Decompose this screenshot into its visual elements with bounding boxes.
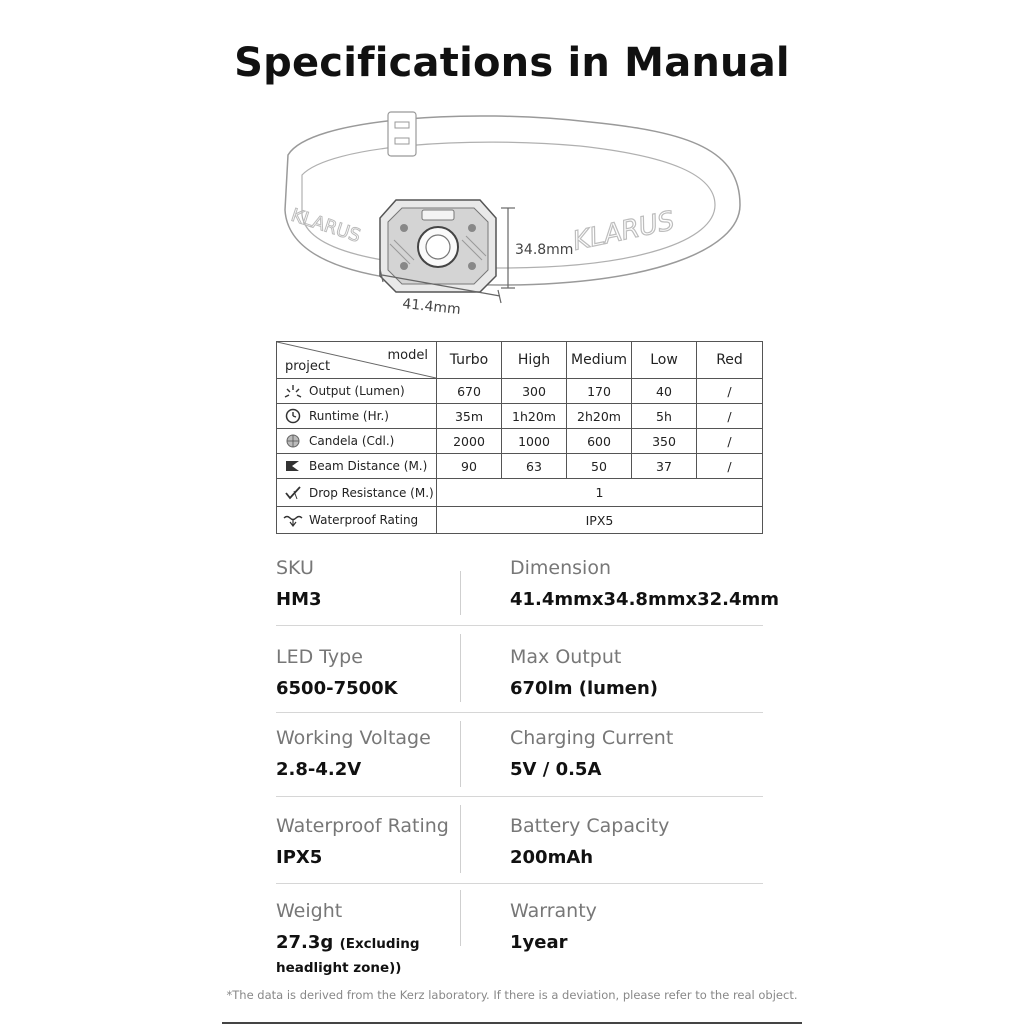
mode-header: High	[502, 342, 567, 379]
spec-label: Working Voltage	[276, 727, 431, 749]
spec-label: Charging Current	[510, 727, 674, 749]
table-cell: 40	[632, 379, 697, 404]
table-cell: 670	[437, 379, 502, 404]
spec-cell	[510, 725, 763, 783]
spec-row	[276, 797, 763, 884]
spec-cell	[510, 555, 779, 613]
spec-label: Dimension	[510, 557, 611, 579]
spec-value: 1year	[510, 932, 568, 953]
table-cell: 35m	[437, 404, 502, 429]
weight-value: 27.3g	[276, 932, 334, 953]
spec-grid	[276, 555, 779, 984]
table-cell: /	[697, 429, 763, 454]
table-row	[277, 479, 763, 507]
spec-label: Battery Capacity	[510, 815, 670, 837]
table-cell: /	[697, 454, 763, 479]
table-cell-merged: 1	[437, 479, 763, 507]
table-header-row	[277, 342, 763, 379]
spec-cell	[276, 813, 461, 871]
beam-icon	[283, 458, 303, 474]
height-label: 34.8mm	[515, 242, 574, 258]
table-cell: 2000	[437, 429, 502, 454]
row-label: Runtime (Hr.)	[309, 409, 389, 424]
weight-note: (Excluding	[339, 936, 420, 952]
spec-cell	[276, 644, 461, 702]
row-label: Beam Distance (M.)	[309, 459, 428, 474]
table-cell: 600	[567, 429, 632, 454]
table-cell: /	[697, 404, 763, 429]
row-label-cell	[277, 507, 437, 534]
spec-label: Warranty	[510, 900, 597, 922]
table-cell: 63	[502, 454, 567, 479]
table-row	[277, 507, 763, 534]
brand-logo: KLARUS	[570, 206, 678, 257]
table-cell: 1h20m	[502, 404, 567, 429]
spec-value: 5V / 0.5A	[510, 759, 602, 780]
row-label-cell	[277, 429, 437, 454]
drop-icon	[283, 485, 303, 501]
header-model: model	[387, 348, 428, 363]
row-label: Output (Lumen)	[309, 384, 405, 399]
table-row	[277, 429, 763, 454]
table-cell: 1000	[502, 429, 567, 454]
target-icon	[283, 433, 303, 449]
spec-table	[276, 341, 763, 534]
table-cell: 2h20m	[567, 404, 632, 429]
spec-label: Weight	[276, 900, 343, 922]
row-label: Candela (Cdl.)	[309, 434, 395, 449]
column-divider	[460, 634, 461, 702]
width-label: 41.4mm	[401, 296, 462, 319]
spec-value: 200mAh	[510, 847, 594, 868]
spec-value: HM3	[276, 589, 322, 610]
spec-row	[276, 884, 763, 984]
table-cell: 5h	[632, 404, 697, 429]
weight-note-continued: headlight zone))	[276, 960, 402, 976]
brand-logo-left: KLARUS	[288, 204, 364, 247]
spec-cell	[510, 813, 763, 871]
spec-row	[276, 626, 763, 713]
column-divider	[460, 805, 461, 873]
spec-value: 6500-7500K	[276, 678, 398, 699]
mode-header: Low	[632, 342, 697, 379]
spec-cell	[510, 898, 763, 956]
table-row	[277, 379, 763, 404]
table-row	[277, 404, 763, 429]
mode-header: Red	[697, 342, 763, 379]
spec-value: 41.4mmx34.8mmx32.4mm	[510, 589, 779, 610]
column-divider	[460, 890, 461, 946]
spec-row	[276, 713, 763, 797]
column-divider	[460, 721, 461, 787]
table-cell: /	[697, 379, 763, 404]
spec-value: IPX5	[276, 847, 323, 868]
column-divider	[460, 571, 461, 615]
bottom-rule	[222, 1022, 802, 1024]
table-cell: 350	[632, 429, 697, 454]
table-cell-merged: IPX5	[437, 507, 763, 534]
spec-row	[276, 555, 779, 626]
spec-label: Waterproof Rating	[276, 815, 449, 837]
disclaimer: *The data is derived from the Kerz laboratory. If there is a deviation, please refer to the real object.	[226, 988, 798, 1002]
page-title: Specifications in Manual	[234, 40, 790, 86]
spec-value: 670lm (lumen)	[510, 678, 658, 699]
spec-cell	[276, 898, 461, 979]
spec-value	[276, 930, 461, 957]
mode-header: Turbo	[437, 342, 502, 379]
spec-cell	[276, 725, 461, 783]
row-label-cell	[277, 479, 437, 507]
row-label: Waterproof Rating	[309, 513, 419, 528]
spec-label: Max Output	[510, 646, 622, 668]
spec-cell	[276, 555, 461, 613]
spec-value: 2.8-4.2V	[276, 759, 362, 780]
table-row	[277, 454, 763, 479]
row-label-cell	[277, 404, 437, 429]
table-cell: 37	[632, 454, 697, 479]
header-corner-cell	[277, 342, 437, 379]
mode-header: Medium	[567, 342, 632, 379]
headlamp-illustration	[270, 100, 750, 330]
table-cell: 170	[567, 379, 632, 404]
row-label-cell	[277, 454, 437, 479]
spec-cell	[510, 644, 763, 702]
spec-label: SKU	[276, 557, 314, 579]
table-cell: 300	[502, 379, 567, 404]
sun-rays-icon	[283, 383, 303, 399]
table-cell: 90	[437, 454, 502, 479]
header-project: project	[285, 359, 331, 374]
row-label: Drop Resistance (M.)	[309, 485, 434, 500]
clock-icon	[283, 408, 303, 424]
row-label-cell	[277, 379, 437, 404]
spec-label: LED Type	[276, 646, 363, 668]
water-icon	[283, 512, 303, 528]
table-cell: 50	[567, 454, 632, 479]
